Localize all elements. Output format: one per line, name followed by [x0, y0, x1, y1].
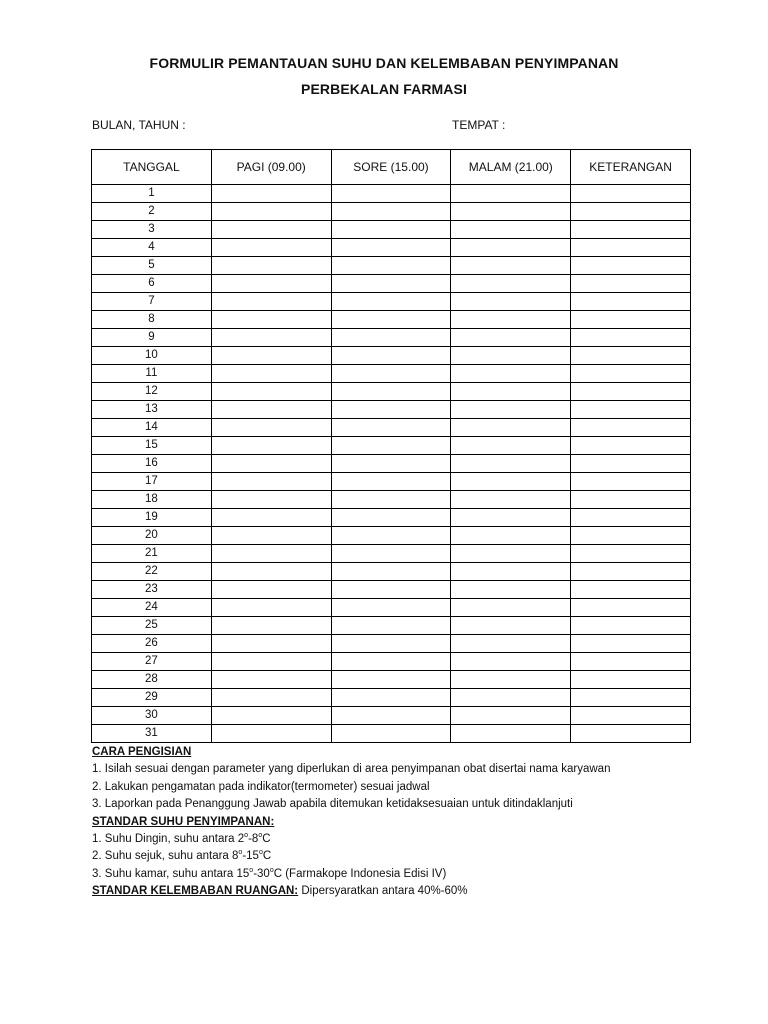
- table-row: [92, 509, 691, 527]
- date-cell: 3: [92, 221, 212, 239]
- date-cell: 14: [92, 419, 212, 437]
- date-cell: 17: [92, 473, 212, 491]
- date-cell: 26: [92, 635, 212, 653]
- malam-cell: [451, 455, 571, 473]
- date-cell: 19: [92, 509, 212, 527]
- date-cell: 22: [92, 563, 212, 581]
- sore-cell: [331, 419, 451, 437]
- notes-section: [92, 744, 610, 901]
- bulan-tahun-label: BULAN, TAHUN :: [92, 118, 186, 132]
- date-cell: 8: [92, 311, 212, 329]
- date-cell: 4: [92, 239, 212, 257]
- humidity-standard: [92, 883, 610, 900]
- malam-cell: [451, 707, 571, 725]
- keterangan-cell: [571, 671, 691, 689]
- date-cell: 27: [92, 653, 212, 671]
- pagi-cell: [211, 275, 331, 293]
- malam-cell: [451, 221, 571, 239]
- pagi-cell: [211, 653, 331, 671]
- table-row: [92, 203, 691, 221]
- malam-cell: [451, 365, 571, 383]
- pagi-cell: [211, 257, 331, 275]
- sore-cell: [331, 383, 451, 401]
- table-header-row: [92, 150, 691, 185]
- date-cell: 28: [92, 671, 212, 689]
- sore-cell: [331, 599, 451, 617]
- date-cell: 7: [92, 293, 212, 311]
- storage-standard-heading: STANDAR SUHU PENYIMPANAN:: [92, 815, 275, 828]
- humidity-heading: STANDAR KELEMBABAN RUANGAN:: [92, 885, 299, 898]
- pagi-cell: [211, 239, 331, 257]
- instructions-heading: CARA PENGISIAN: [92, 746, 192, 758]
- pagi-cell: [211, 563, 331, 581]
- table-row: [92, 311, 691, 329]
- date-cell: 16: [92, 455, 212, 473]
- keterangan-cell: [571, 383, 691, 401]
- pagi-cell: [211, 329, 331, 347]
- date-cell: 12: [92, 383, 212, 401]
- table-row: [92, 599, 691, 617]
- table-row: [92, 491, 691, 509]
- monitoring-table: [91, 149, 691, 743]
- sore-cell: [331, 581, 451, 599]
- storage-cool: 2. Suhu sejuk, suhu antara 8$^o$-15$^o$C: [92, 849, 272, 863]
- pagi-cell: [211, 491, 331, 509]
- storage-cold: 1. Suhu Dingin, suhu antara 2$^o$-8$^o$C: [92, 832, 271, 846]
- malam-cell: [451, 239, 571, 257]
- keterangan-cell: [571, 185, 691, 203]
- pagi-cell: [211, 437, 331, 455]
- sore-cell: [331, 329, 451, 347]
- date-cell: 15: [92, 437, 212, 455]
- table-row: [92, 725, 691, 743]
- malam-cell: [451, 419, 571, 437]
- pagi-cell: [211, 185, 331, 203]
- malam-cell: [451, 581, 571, 599]
- table-row: [92, 185, 691, 203]
- malam-cell: [451, 671, 571, 689]
- sore-cell: [331, 455, 451, 473]
- pagi-cell: [211, 311, 331, 329]
- keterangan-cell: [571, 293, 691, 311]
- sore-cell: [331, 563, 451, 581]
- table-row: [92, 239, 691, 257]
- keterangan-cell: [571, 203, 691, 221]
- storage-room: 3. Suhu kamar, suhu antara 15$^o$-30$^o$C (Farmakope Indonesia Edisi IV): [92, 867, 447, 880]
- malam-cell: [451, 347, 571, 365]
- sore-cell: [331, 617, 451, 635]
- keterangan-cell: [571, 563, 691, 581]
- sore-cell: [331, 527, 451, 545]
- table-row: [92, 527, 691, 545]
- table-row: [92, 635, 691, 653]
- sore-cell: [331, 347, 451, 365]
- pagi-cell: [211, 671, 331, 689]
- header-pagi: PAGI (09.00): [211, 150, 331, 185]
- humidity-text: Dipersyaratkan antara 40%-60%: [298, 885, 468, 898]
- malam-cell: [451, 401, 571, 419]
- keterangan-cell: [571, 635, 691, 653]
- form-title-line1: FORMULIR PEMANTAUAN SUHU DAN KELEMBABAN PENYIMPANAN: [149, 55, 619, 71]
- instruction-item-1: 1. Isilah sesuai dengan parameter yang diperlukan di area penyimpanan obat disertai nama karyawan: [92, 763, 611, 776]
- malam-cell: [451, 563, 571, 581]
- pagi-cell: [211, 581, 331, 599]
- instruction-item-3: 3. Laporkan pada Penanggung Jawab apabila ditemukan ketidaksesuaian untuk ditindaklanjuti: [92, 798, 573, 811]
- malam-cell: [451, 275, 571, 293]
- pagi-cell: [211, 689, 331, 707]
- table-row: [92, 617, 691, 635]
- malam-cell: [451, 545, 571, 563]
- pagi-cell: [211, 527, 331, 545]
- pagi-cell: [211, 635, 331, 653]
- keterangan-cell: [571, 527, 691, 545]
- table-row: [92, 383, 691, 401]
- keterangan-cell: [571, 329, 691, 347]
- pagi-cell: [211, 509, 331, 527]
- malam-cell: [451, 689, 571, 707]
- date-cell: 10: [92, 347, 212, 365]
- pagi-cell: [211, 221, 331, 239]
- keterangan-cell: [571, 239, 691, 257]
- header-tanggal: TANGGAL: [92, 150, 212, 185]
- sore-cell: [331, 293, 451, 311]
- date-cell: 5: [92, 257, 212, 275]
- keterangan-cell: [571, 221, 691, 239]
- keterangan-cell: [571, 509, 691, 527]
- keterangan-cell: [571, 275, 691, 293]
- keterangan-cell: [571, 257, 691, 275]
- tempat-label: TEMPAT :: [452, 118, 506, 132]
- keterangan-cell: [571, 455, 691, 473]
- sore-cell: [331, 185, 451, 203]
- table-row: [92, 329, 691, 347]
- keterangan-cell: [571, 401, 691, 419]
- table-row: [92, 545, 691, 563]
- sore-cell: [331, 401, 451, 419]
- table-row: [92, 437, 691, 455]
- table-row: [92, 293, 691, 311]
- malam-cell: [451, 509, 571, 527]
- sore-cell: [331, 635, 451, 653]
- malam-cell: [451, 311, 571, 329]
- table-row: [92, 473, 691, 491]
- keterangan-cell: [571, 545, 691, 563]
- table-row: [92, 653, 691, 671]
- pagi-cell: [211, 401, 331, 419]
- pagi-cell: [211, 455, 331, 473]
- header-keterangan: KETERANGAN: [571, 150, 691, 185]
- sore-cell: [331, 671, 451, 689]
- pagi-cell: [211, 725, 331, 743]
- header-malam: MALAM (21.00): [451, 150, 571, 185]
- pagi-cell: [211, 365, 331, 383]
- keterangan-cell: [571, 707, 691, 725]
- keterangan-cell: [571, 491, 691, 509]
- keterangan-cell: [571, 365, 691, 383]
- keterangan-cell: [571, 347, 691, 365]
- pagi-cell: [211, 599, 331, 617]
- malam-cell: [451, 437, 571, 455]
- table-row: [92, 581, 691, 599]
- date-cell: 31: [92, 725, 212, 743]
- table-row: [92, 221, 691, 239]
- table-row: [92, 275, 691, 293]
- table-row: [92, 347, 691, 365]
- malam-cell: [451, 185, 571, 203]
- pagi-cell: [211, 383, 331, 401]
- sore-cell: [331, 221, 451, 239]
- malam-cell: [451, 203, 571, 221]
- date-cell: 6: [92, 275, 212, 293]
- keterangan-cell: [571, 311, 691, 329]
- date-cell: 13: [92, 401, 212, 419]
- pagi-cell: [211, 707, 331, 725]
- table-row: [92, 455, 691, 473]
- date-cell: 29: [92, 689, 212, 707]
- pagi-cell: [211, 545, 331, 563]
- date-cell: 11: [92, 365, 212, 383]
- table-row: [92, 707, 691, 725]
- sore-cell: [331, 203, 451, 221]
- malam-cell: [451, 653, 571, 671]
- table-row: [92, 401, 691, 419]
- sore-cell: [331, 545, 451, 563]
- date-cell: 1: [92, 185, 212, 203]
- date-cell: 30: [92, 707, 212, 725]
- pagi-cell: [211, 473, 331, 491]
- malam-cell: [451, 617, 571, 635]
- sore-cell: [331, 275, 451, 293]
- pagi-cell: [211, 419, 331, 437]
- malam-cell: [451, 527, 571, 545]
- table-row: [92, 689, 691, 707]
- sore-cell: [331, 365, 451, 383]
- date-cell: 25: [92, 617, 212, 635]
- form-title-line2: PERBEKALAN FARMASI: [301, 81, 467, 97]
- sore-cell: [331, 689, 451, 707]
- pagi-cell: [211, 203, 331, 221]
- keterangan-cell: [571, 689, 691, 707]
- table-row: [92, 365, 691, 383]
- keterangan-cell: [571, 599, 691, 617]
- date-cell: 20: [92, 527, 212, 545]
- table-body: [92, 185, 691, 743]
- sore-cell: [331, 311, 451, 329]
- sore-cell: [331, 257, 451, 275]
- keterangan-cell: [571, 419, 691, 437]
- sore-cell: [331, 473, 451, 491]
- sore-cell: [331, 707, 451, 725]
- sore-cell: [331, 239, 451, 257]
- malam-cell: [451, 329, 571, 347]
- keterangan-cell: [571, 725, 691, 743]
- malam-cell: [451, 635, 571, 653]
- keterangan-cell: [571, 653, 691, 671]
- date-cell: 24: [92, 599, 212, 617]
- keterangan-cell: [571, 617, 691, 635]
- malam-cell: [451, 491, 571, 509]
- pagi-cell: [211, 347, 331, 365]
- malam-cell: [451, 383, 571, 401]
- date-cell: 9: [92, 329, 212, 347]
- date-cell: 18: [92, 491, 212, 509]
- date-cell: 2: [92, 203, 212, 221]
- malam-cell: [451, 293, 571, 311]
- sore-cell: [331, 725, 451, 743]
- malam-cell: [451, 725, 571, 743]
- sore-cell: [331, 437, 451, 455]
- instruction-item-2: 2. Lakukan pengamatan pada indikator(termometer) sesuai jadwal: [92, 780, 430, 793]
- keterangan-cell: [571, 581, 691, 599]
- keterangan-cell: [571, 473, 691, 491]
- date-cell: 23: [92, 581, 212, 599]
- table-row: [92, 257, 691, 275]
- date-cell: 21: [92, 545, 212, 563]
- pagi-cell: [211, 293, 331, 311]
- pagi-cell: [211, 617, 331, 635]
- sore-cell: [331, 653, 451, 671]
- malam-cell: [451, 257, 571, 275]
- malam-cell: [451, 599, 571, 617]
- table-row: [92, 419, 691, 437]
- table-row: [92, 563, 691, 581]
- header-sore: SORE (15.00): [331, 150, 451, 185]
- table-row: [92, 671, 691, 689]
- keterangan-cell: [571, 437, 691, 455]
- malam-cell: [451, 473, 571, 491]
- sore-cell: [331, 509, 451, 527]
- sore-cell: [331, 491, 451, 509]
